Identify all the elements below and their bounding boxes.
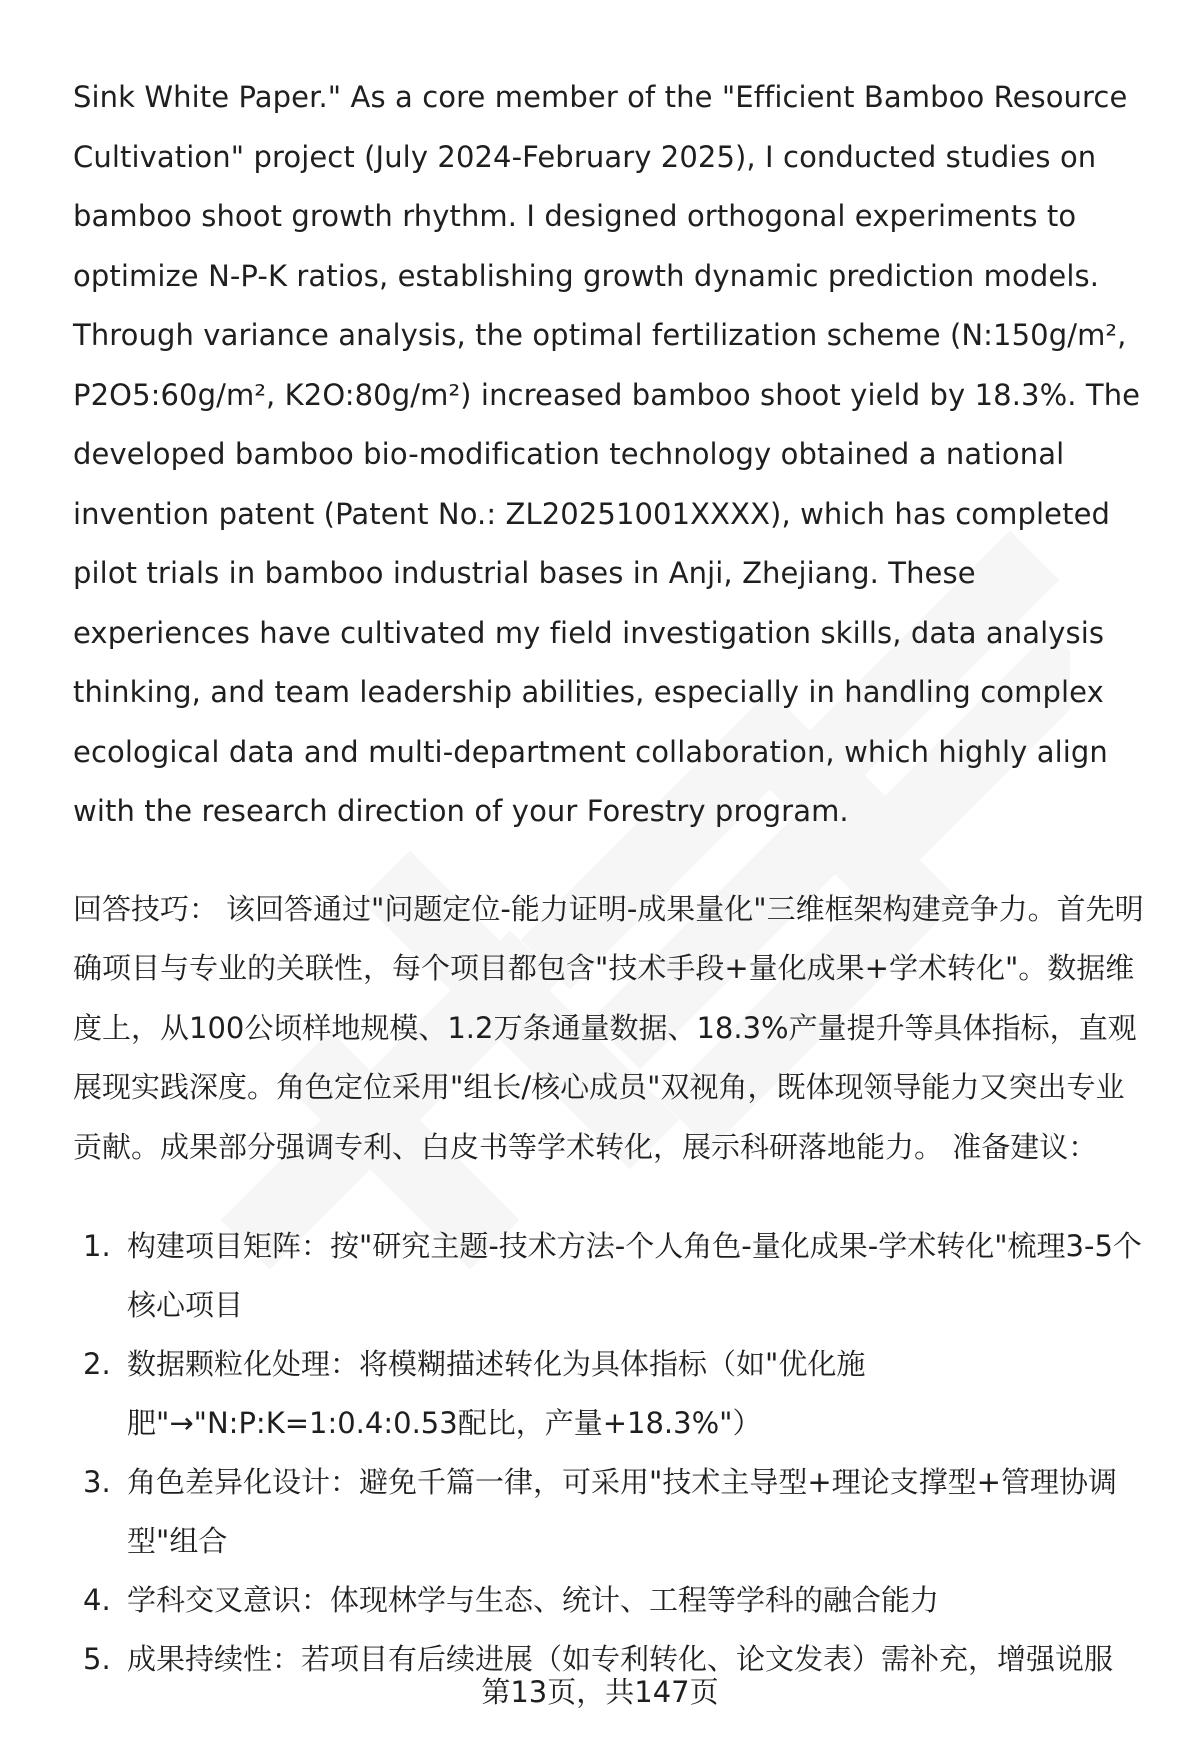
list-item — [73, 1453, 1153, 1571]
list-item-number: 2. — [83, 1347, 111, 1381]
list-item-number: 3. — [83, 1465, 111, 1499]
list-item — [73, 1335, 1153, 1453]
body-paragraph: Sink White Paper." As a core member of the "Efficient Bamboo Resource Cultivation" project (July 2024-February 2025), I conducted studies on bamboo shoot growth rhythm. I designed orthogonal experiments to optimize N-P-K ratios, establishing growth dynamic prediction models. Through variance analysis, the optimal fertilization scheme (N:150g/m², P2O5:60g/m², K2O:80g/m²) increased bamboo shoot yield by 18.3%. The developed bamboo bio-modification technology obtained a national invention patent (Patent No.: ZL20251001XXXX), which has completed pilot trials in bamboo industrial bases in Anji, Zhejiang. These experiences have cultivated my field investigation skills, data analysis thinking, and team leadership abilities, especially in handling complex ecological data and multi-department collaboration, which highly align with the research direction of your Forestry program. — [73, 80, 1141, 828]
list-item-text: 成果持续性：若项目有后续进展（如专利转化、论文发表）需补充，增强说服 — [127, 1642, 1114, 1676]
list-item — [73, 1217, 1153, 1335]
suggestion-list — [73, 1217, 1153, 1689]
list-item-text: 构建项目矩阵：按"研究主题-技术方法-个人角色-量化成果-学术转化"梳理3-5个核心项目 — [127, 1229, 1142, 1322]
list-item-text: 学科交叉意识：体现林学与生态、统计、工程等学科的融合能力 — [127, 1583, 940, 1617]
list-item-text: 角色差异化设计：避免千篇一律，可采用"技术主导型+理论支撑型+管理协调型"组合 — [127, 1465, 1117, 1558]
page-footer — [0, 1672, 1200, 1712]
list-item-number: 5. — [83, 1642, 111, 1676]
answer-tips — [73, 880, 1153, 1178]
page-indicator: 第13页，共147页 — [481, 1675, 719, 1709]
list-item-number: 4. — [83, 1583, 111, 1617]
tips-label: 回答技巧： — [73, 891, 219, 926]
main-content — [73, 68, 1153, 1689]
tips-text: 该回答通过"问题定位-能力证明-成果量化"三维框架构建竞争力。首先明确项目与专业的关联性，每个项目都包含"技术手段+量化成果+学术转化"。数据维度上，从100公顷样地规模、1.2万条通量数据、18.3%产量提升等具体指标，直观展现实践深度。角色定位采用"组长/核心成员"双视角，既体现领导能力又突出专业贡献。成果部分强调专利、白皮书等学术转化，展示科研落地能力。 准备建议： — [73, 891, 1144, 1164]
list-item-number: 1. — [83, 1229, 111, 1263]
list-item-text: 数据颗粒化处理：将模糊描述转化为具体指标（如"优化施肥"→"N:P:K=1:0.4:0.53配比，产量+18.3%"） — [127, 1347, 866, 1440]
list-item — [73, 1571, 1153, 1630]
